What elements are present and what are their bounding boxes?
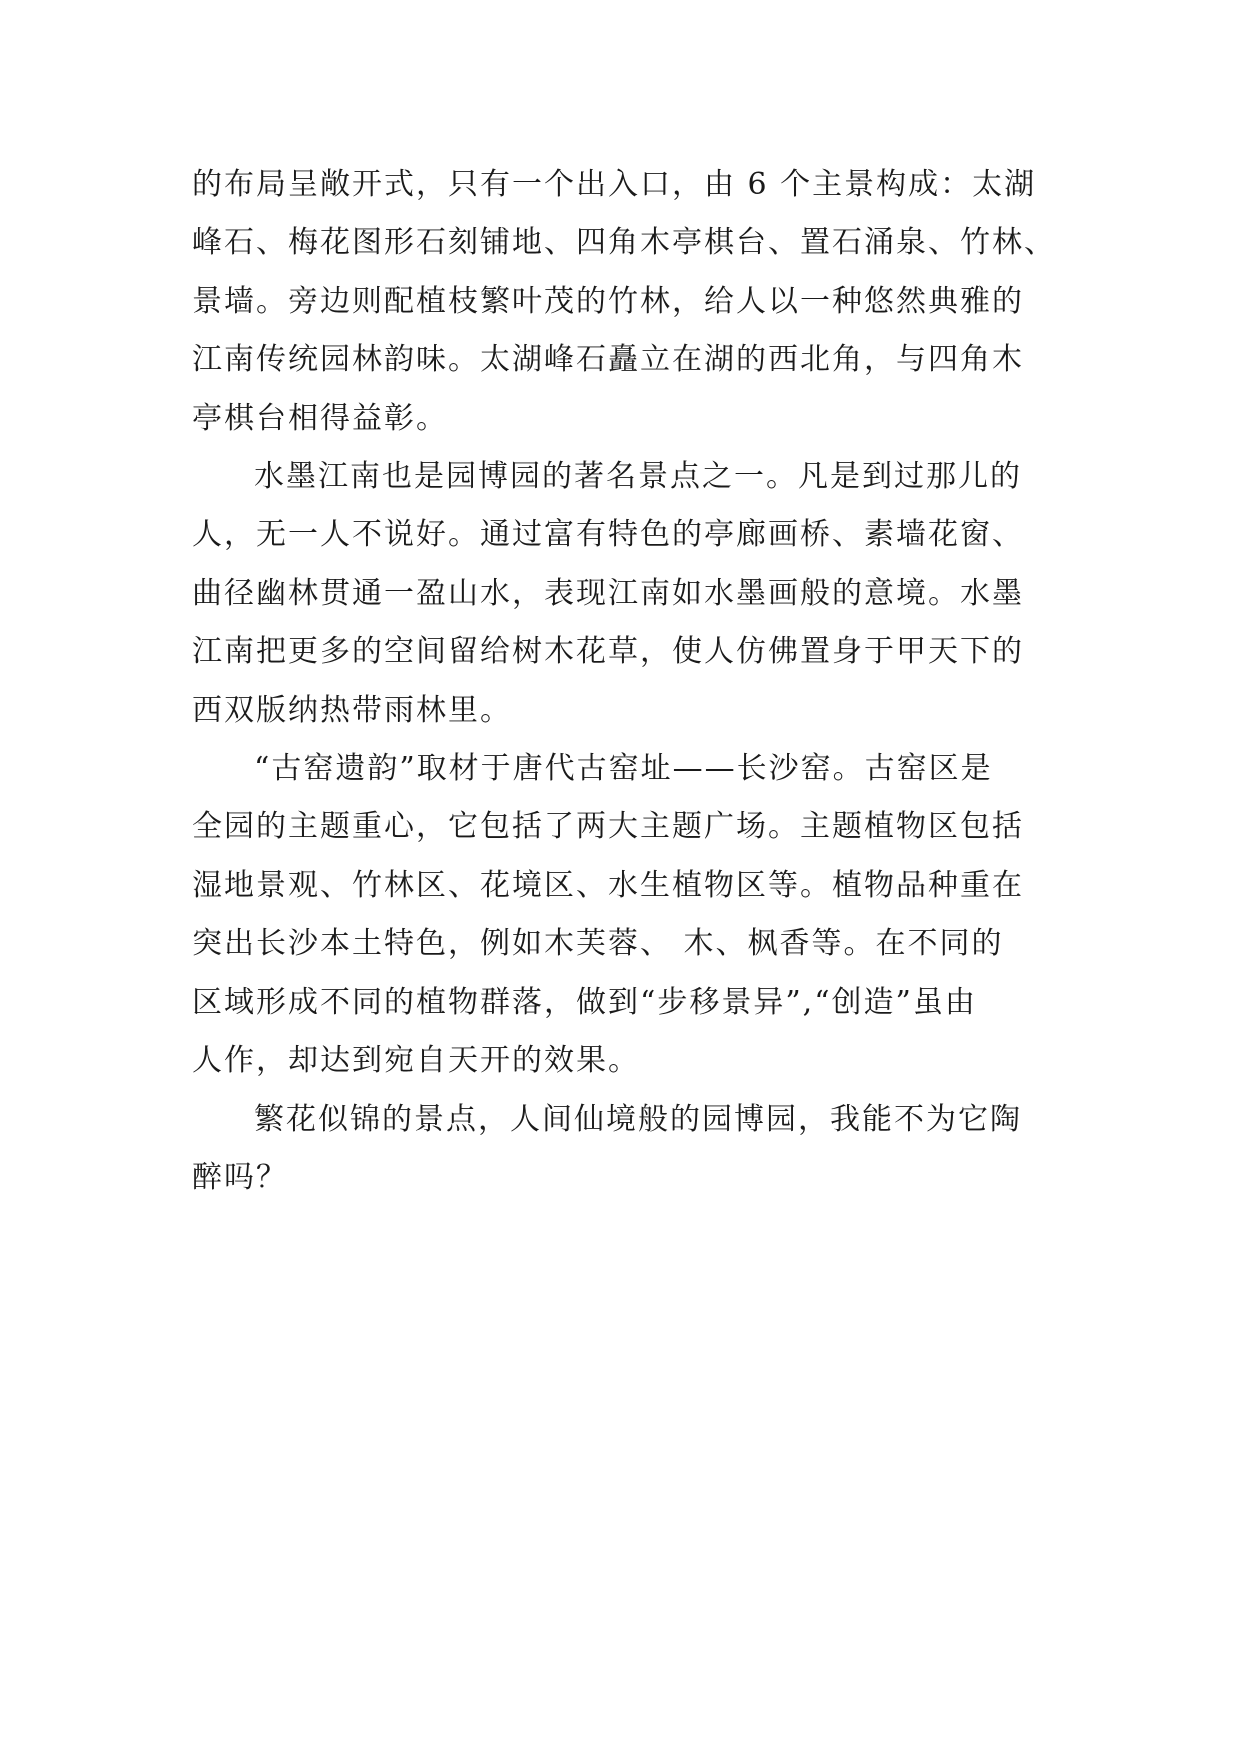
paragraph-2-line-1: 水墨江南也是园博园的著名景点之一。凡是到过那儿的	[254, 459, 1022, 495]
paragraph-3-line-1: “古窑遗韵”取材于唐代古窑址——长沙窑。古窑区是	[254, 751, 993, 787]
paragraph-1-line-5: 亭棋台相得益彰。	[192, 400, 448, 436]
paragraph-2-line-2: 人，无一人不说好。通过富有特色的亭廊画桥、素墙花窗、	[192, 517, 1024, 553]
paragraph-1	[192, 156, 1054, 448]
paragraph-1-line-1: 的布局呈敞开式，只有一个出入口，由 6 个主景构成：太湖	[192, 167, 1037, 202]
paragraph-3-line-6: 人作，却达到宛自天开的效果。	[192, 1043, 640, 1079]
paragraph-2-line-3: 曲径幽林贯通一盈山水，表现江南如水墨画般的意境。水墨	[192, 575, 1024, 611]
paragraph-1-line-3: 景墙。旁边则配植枝繁叶茂的竹林，给人以一种悠然典雅的	[192, 283, 1024, 319]
paragraph-2	[192, 448, 1054, 740]
paragraph-4-line-1: 繁花似锦的景点，人间仙境般的园博园，我能不为它陶	[254, 1101, 1022, 1137]
paragraph-1-line-2: 峰石、梅花图形石刻铺地、四角木亭棋台、置石涌泉、竹林、	[192, 225, 1056, 261]
paragraph-4-line-2: 醉吗？	[192, 1159, 288, 1195]
paragraph-4	[192, 1091, 1054, 1208]
paragraph-3-line-5: 区域形成不同的植物群落，做到“步移景异”,“创造”虽由	[192, 984, 977, 1020]
paragraph-2-line-4: 江南把更多的空间留给树木花草，使人仿佛置身于甲天下的	[192, 634, 1024, 670]
paragraph-1-line-4: 江南传统园林韵味。太湖峰石矗立在湖的西北角，与四角木	[192, 342, 1024, 378]
paragraph-3	[192, 740, 1054, 1090]
paragraph-3-line-2: 全园的主题重心，它包括了两大主题广场。主题植物区包括	[192, 809, 1024, 845]
paragraph-3-line-4: 突出长沙本土特色，例如木芙蓉、 木、枫香等。在不同的	[192, 926, 1004, 962]
paragraph-2-line-5: 西双版纳热带雨林里。	[192, 692, 512, 728]
body-text	[192, 156, 1054, 1207]
paragraph-3-line-3: 湿地景观、竹林区、花境区、水生植物区等。植物品种重在	[192, 867, 1024, 903]
